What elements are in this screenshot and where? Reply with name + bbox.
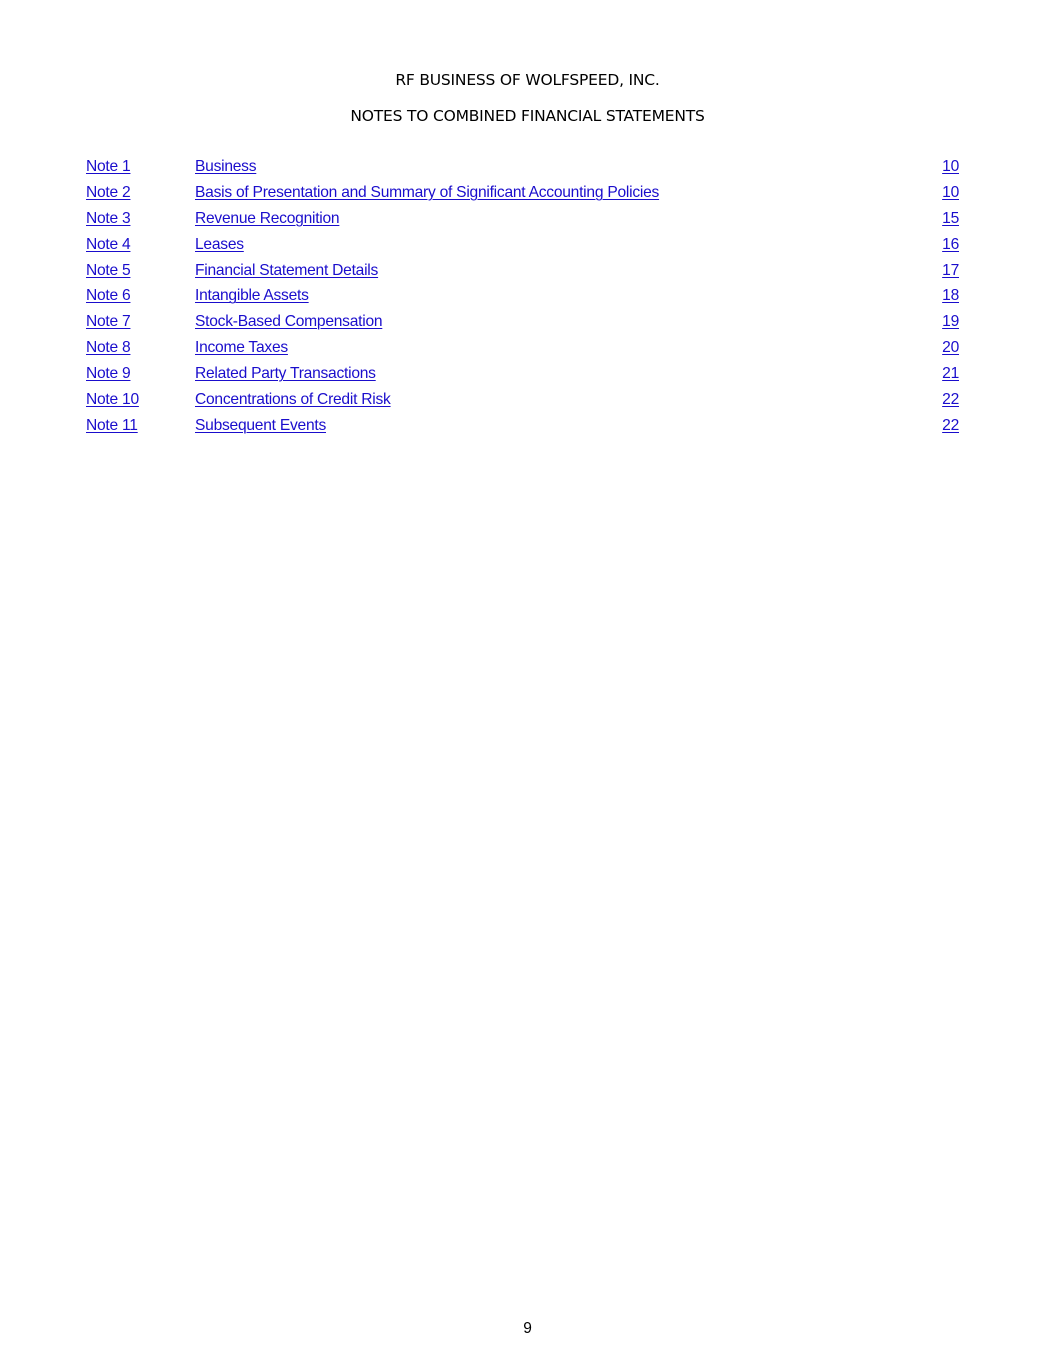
toc-note-link[interactable]: Note 2 [86, 183, 131, 201]
toc-note-link[interactable]: Note 6 [86, 287, 131, 305]
toc-page-link[interactable]: 22 [942, 416, 959, 434]
toc-row [86, 338, 959, 364]
toc-page-link[interactable]: 18 [942, 287, 959, 305]
toc-title-link[interactable]: Stock-Based Compensation [195, 313, 383, 331]
table-of-contents [86, 157, 959, 442]
toc-page-link[interactable]: 15 [942, 209, 959, 227]
toc-page-link[interactable]: 22 [942, 391, 959, 409]
toc-note-link[interactable]: Note 10 [86, 391, 139, 409]
toc-note-link[interactable]: Note 9 [86, 365, 131, 383]
statement-title: NOTES TO COMBINED FINANCIAL STATEMENTS [350, 107, 705, 125]
toc-note-link[interactable]: Note 5 [86, 261, 131, 279]
toc-title-link[interactable]: Revenue Recognition [195, 209, 340, 227]
toc-note-link[interactable]: Note 1 [86, 158, 131, 175]
toc-title-link[interactable]: Income Taxes [195, 339, 288, 357]
toc-note-link[interactable]: Note 4 [86, 235, 131, 253]
toc-row [86, 416, 959, 442]
toc-row [86, 183, 959, 209]
toc-note-link[interactable]: Note 7 [86, 313, 131, 331]
toc-title-link[interactable]: Leases [195, 235, 244, 253]
page-number: 9 [523, 1320, 532, 1337]
toc-title-link[interactable]: Related Party Transactions [195, 365, 376, 383]
toc-title-link[interactable]: Concentrations of Credit Risk [195, 391, 391, 409]
toc-title-link[interactable]: Basis of Presentation and Summary of Significant Accounting Policies [195, 183, 660, 201]
toc-page-link[interactable]: 10 [942, 158, 959, 175]
toc-note-link[interactable]: Note 8 [86, 339, 131, 357]
toc-note-link[interactable]: Note 3 [86, 209, 131, 227]
toc-page-link[interactable]: 10 [942, 183, 959, 201]
toc-page-link[interactable]: 17 [942, 261, 959, 279]
toc-note-link[interactable]: Note 11 [86, 416, 138, 434]
toc-page-link[interactable]: 21 [942, 365, 959, 383]
toc-page-link[interactable]: 19 [942, 313, 959, 331]
toc-row [86, 157, 959, 183]
toc-row [86, 235, 959, 261]
toc-row [86, 364, 959, 390]
toc-row [86, 312, 959, 338]
toc-row [86, 261, 959, 287]
company-title: RF BUSINESS OF WOLFSPEED, INC. [395, 71, 660, 89]
toc-page-link[interactable]: 16 [942, 235, 959, 253]
toc-title-link[interactable]: Intangible Assets [195, 287, 309, 305]
toc-page-link[interactable]: 20 [942, 339, 959, 357]
toc-title-link[interactable]: Subsequent Events [195, 416, 326, 434]
toc-row [86, 390, 959, 416]
toc-title-link[interactable]: Financial Statement Details [195, 261, 379, 279]
toc-row [86, 286, 959, 312]
toc-title-link[interactable]: Business [195, 158, 257, 175]
toc-row [86, 209, 959, 235]
